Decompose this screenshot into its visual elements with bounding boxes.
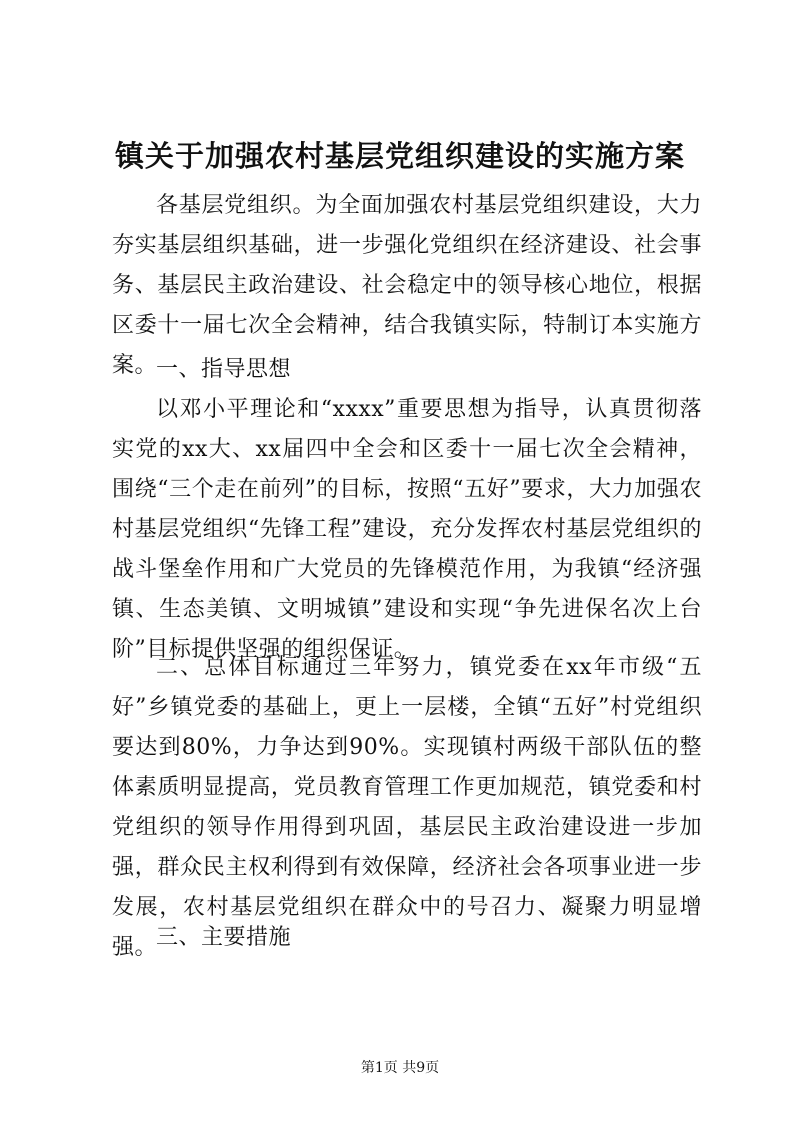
- guiding-ideology-paragraph: 以邓小平理论和“xxxx”重要思想为指导，认真贯彻落实党的xx大、xx届四中全会和区委十一届七次全会精神，围绕“三个走在前列”的目标，按照“五好”要求，大力加强农村基层党组织“先锋工程”建设，充分发挥农村基层党组织的战斗堡垒作用和广大党员的先锋模范作用，为我镇“经济强镇、生态美镇、文明城镇”建设和实现“争先进保名次上台阶”目标提供坚强的组织保证。: [112, 397, 702, 662]
- page-number-footer: 第1页 共9页: [360, 1060, 440, 1076]
- section-heading-guiding-ideology: 一、指导思想: [156, 357, 292, 382]
- intro-paragraph: 各基层党组织。为全面加强农村基层党组织建设，大力夯实基层组织基础，进一步强化党组织在经济建设、社会事务、基层民主政治建设、社会稳定中的领导核心地位，根据区委十一届七次全会精神，结合我镇实际，特制订本实施方案。: [112, 193, 702, 378]
- overall-goals-paragraph: 二、总体目标通过三年努力，镇党委在xx年市级“五好”乡镇党委的基础上，更上一层楼，全镇“五好”村党组织要达到80%，力争达到90%。实现镇村两级干部队伍的整体素质明显提高，党员教育管理工作更加规范，镇党委和村党组织的领导作用得到巩固，基层民主政治建设进一步加强，群众民主权利得到有效保障，经济社会各项事业进一步发展，农村基层党组织在群众中的号召力、凝聚力明显增强。: [112, 655, 702, 960]
- document-title: 镇关于加强农村基层党组织建设的实施方案: [114, 139, 685, 173]
- section-heading-main-measures: 三、主要措施: [156, 925, 292, 950]
